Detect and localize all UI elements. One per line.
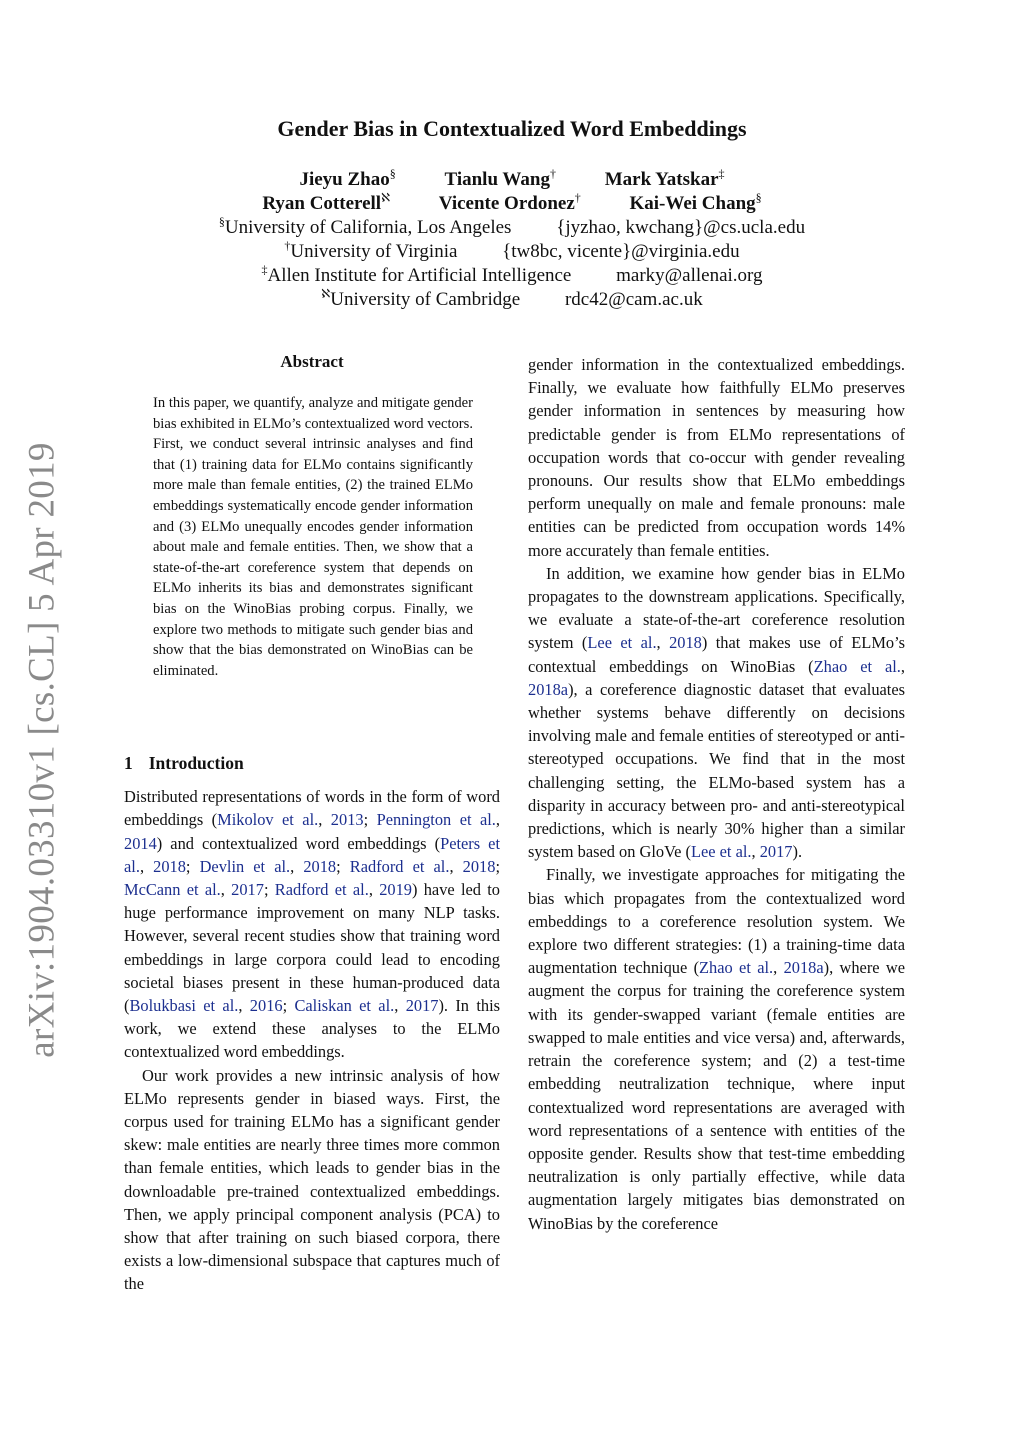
citation-link[interactable]: 2017 — [759, 842, 793, 862]
author-name: Kai-Wei Chang§ — [629, 190, 762, 214]
citation-link[interactable]: 2013 — [330, 810, 364, 830]
paragraph-text: ; — [495, 856, 500, 876]
citation-link[interactable]: 2018 — [462, 856, 496, 876]
affiliation-row — [0, 288, 1024, 312]
paragraph-text: ) have led to huge performance improvement on many NLP tasks. However, several recent studies show that training word embeddings in large corpora could lead to encoding societal biases present in these human-produced data ( — [124, 880, 500, 1016]
citation-link[interactable]: 2017 — [405, 996, 439, 1016]
intro-paragraph-continued — [528, 353, 905, 562]
paragraph-text: , — [449, 856, 463, 876]
paragraph-text: , — [238, 996, 250, 1016]
abstract-body: In this paper, we quantify, analyze and mitigate gender bias exhibited in ELMo’s contextualized word vectors. First, we conduct several intrinsic analyses and find that (1) training data for ELMo contains significantly more male than female entities, (2) the trained ELMo embeddings systematically encode gender information and (3) ELMo unequally encodes gender information about male and female entities. Then, we show that a state-of-the-art coreference system that depends on ELMo inherits its bias and demonstrates significant bias on the WinoBias probing corpus. Finally, we explore two methods to mitigate such gender bias and show that the bias demonstrated on WinoBias can be eliminated. — [153, 395, 473, 679]
paragraph-text: , — [773, 958, 784, 978]
citation-link[interactable]: 2018 — [303, 856, 337, 876]
paragraph-text: , — [900, 656, 905, 676]
paragraph-text: , — [139, 856, 154, 876]
intro-paragraph — [528, 863, 905, 1234]
paragraph-text: , — [318, 810, 331, 830]
abstract-heading: Abstract — [280, 352, 344, 371]
affiliation-row — [0, 264, 1024, 288]
paragraph-text: , — [495, 810, 501, 830]
citation-link[interactable]: McCann et al. — [124, 880, 221, 900]
paragraph-text: ). In this work, we extend these analyses to the ELMo contextualized word embeddings. — [124, 996, 501, 1062]
paragraph-text: Finally, we investigate approaches for mitigating the bias which propagates from the contextualized word embeddings to a coreference resolution system. We explore two different strategies: (1) a training-time data augmentation technique ( — [528, 865, 905, 978]
citation-link[interactable]: 2017 — [231, 880, 264, 900]
citation-link[interactable]: 2018 — [153, 856, 186, 876]
author-name: Tianlu Wang† — [444, 166, 556, 190]
citation-link[interactable]: Lee et al. — [690, 842, 752, 862]
paragraph-text: ), a coreference diagnostic dataset that evaluates whether systems behave differently on decisions involving male and female entities of stereotyped or anti-stereotyped occupations. We find that in the most challenging setting, the ELMo-based system has a disparity in accuracy between pro- and anti-stereotypical predictions, which is nearly 30% higher than a similar system based on GloVe ( — [528, 679, 905, 862]
paragraph-text: ) and contextualized word embeddings ( — [156, 833, 441, 853]
paragraph-text: , — [368, 880, 380, 900]
citation-link[interactable]: Pennington et al. — [376, 810, 496, 830]
paragraph-text: ) that makes use of ELMo’s contextual embeddings on WinoBias ( — [528, 633, 906, 676]
citation-link[interactable]: Radford et al. — [274, 880, 369, 900]
author-name: Ryan Cotterell$^ℵ$ — [262, 190, 391, 214]
intro-paragraph — [124, 785, 500, 1063]
affiliation-email: {jyzhao, kwchang}@cs.ucla.edu — [556, 217, 806, 238]
paragraph-text: ). — [792, 842, 803, 862]
intro-paragraph — [528, 562, 905, 864]
author-name: Vicente Ordonez† — [438, 190, 581, 214]
author-name: Jieyu Zhao§ — [299, 166, 396, 190]
author-block — [0, 168, 1024, 312]
paragraph-text: ; — [336, 856, 350, 876]
paragraph-text: ; — [185, 856, 200, 876]
affiliation-institution: ‡Allen Institute for Artificial Intelligence — [261, 262, 572, 286]
author-name: Mark Yatskar‡ — [604, 166, 725, 190]
affiliation-institution: §University of California, Los Angeles — [218, 214, 512, 238]
citation-link[interactable]: 2018 — [669, 633, 702, 653]
citation-link[interactable]: Radford et al. — [349, 856, 450, 876]
author-row — [0, 168, 1024, 192]
citation-link[interactable]: Zhao et al. — [813, 656, 901, 676]
affiliation-email: {tw8bc, vicente}@virginia.edu — [502, 241, 740, 262]
right-column — [528, 353, 905, 1235]
paragraph-text: ), where we augment the corpus for training the coreference system with its gender-swapped variant (female entities are swapped to male entities and vice versa) and, afterwards, retrain the coreference system; and (2) a test-time embedding neutralization technique, where input contextualized word representations are averaged with word representations of a sentence with entities of the opposite gender. Results show that test-time embedding neutralization is only partially effective, while data augmentation largely mitigates bias demonstrated on WinoBias by the coreference — [528, 958, 905, 1233]
paper-title: Gender Bias in Contextualized Word Embeddings — [277, 116, 747, 141]
paragraph-text: , — [394, 996, 406, 1016]
citation-link[interactable]: Devlin et al. — [199, 856, 291, 876]
citation-link[interactable]: Bolukbasi et al. — [129, 996, 239, 1016]
section-heading — [124, 752, 500, 775]
citation-link[interactable]: 2018a — [783, 958, 824, 978]
paragraph-text: , — [656, 633, 670, 653]
paragraph-text: ; — [282, 996, 295, 1016]
arxiv-identifier-stamp: arXiv:1904.03310v1 [cs.CL] 5 Apr 2019 — [21, 442, 63, 1058]
left-column — [124, 752, 500, 1296]
citation-link[interactable]: Peters et al. — [124, 833, 501, 876]
section-number: 1 — [124, 753, 133, 773]
citation-link[interactable]: Lee et al. — [587, 633, 657, 653]
paragraph-text: Distributed representations of words in the form of word embeddings ( — [124, 787, 500, 830]
citation-link[interactable]: Caliskan et al. — [294, 996, 395, 1016]
citation-link[interactable]: Mikolov et al. — [217, 810, 319, 830]
affiliation-institution: $^ℵ$University of Cambridge — [321, 286, 521, 310]
citation-link[interactable]: Zhao et al. — [699, 958, 774, 978]
paragraph-text: Our work provides a new intrinsic analysis of how ELMo represents gender in biased ways. First, the corpus used for training ELMo has a significant gender skew: male entities are nearly three times more common than female entities, which leads to gender bias in the downloadable pre-trained contextualized embeddings. Then, we apply principal component analysis (PCA) to show that after training on such biased corpora, there exists a low-dimensional subspace that captures much of the — [124, 1065, 500, 1294]
intro-paragraph — [124, 1064, 500, 1296]
paragraph-text: , — [290, 856, 304, 876]
paragraph-text: , — [751, 842, 760, 862]
affiliation-row — [0, 216, 1024, 240]
author-row — [0, 192, 1024, 216]
citation-link[interactable]: 2019 — [379, 880, 412, 900]
paragraph-text: , — [220, 880, 232, 900]
paragraph-text: In addition, we examine how gender bias in ELMo propagates to the downstream applications. Specifically, we evaluate a state-of-the-art coreference resolution system ( — [528, 563, 905, 653]
citation-link[interactable]: 2018a — [528, 679, 569, 699]
affiliation-row — [0, 240, 1024, 264]
citation-link[interactable]: 2016 — [249, 996, 283, 1016]
affiliation-email: rdc42@cam.ac.uk — [564, 289, 703, 310]
citation-link[interactable]: 2014 — [124, 833, 157, 853]
section-title: Introduction — [148, 753, 244, 773]
paragraph-text: ; — [263, 880, 275, 900]
paragraph-text: ; — [363, 810, 377, 830]
affiliation-institution: †University of Virginia — [284, 238, 458, 262]
paragraph-text: gender information in the contextualized embeddings. Finally, we evaluate how faithfully ELMo preserves gender information in sentences by measuring how predictable gender is from ELMo representations of occupation words that co-occur with gender revealing pronouns. Our results show that ELMo embeddings perform unequally on male and female pronouns: male entities can be predicted from occupation words 14% more accurately than female entities. — [528, 355, 905, 560]
affiliation-email: marky@allenai.org — [616, 265, 763, 286]
